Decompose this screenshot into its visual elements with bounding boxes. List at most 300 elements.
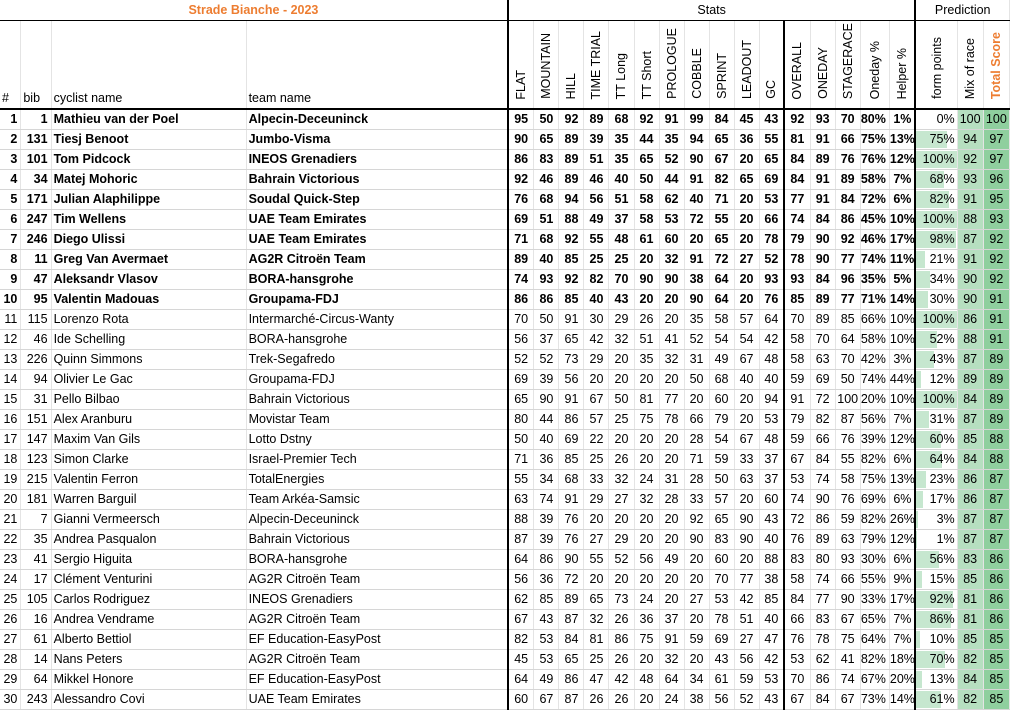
mix-of-race-cell[interactable]: 84 (957, 390, 983, 410)
overall-cell[interactable]: 12% (889, 150, 915, 170)
stat-cell[interactable]: 34 (684, 670, 709, 690)
overall-cell[interactable]: 76% (860, 150, 889, 170)
overall-cell[interactable]: 45% (860, 210, 889, 230)
overall-cell[interactable]: 6% (889, 550, 915, 570)
overall-cell[interactable]: 30% (860, 550, 889, 570)
table-row[interactable] (0, 290, 1010, 310)
header-stat-tt-short[interactable] (634, 21, 659, 110)
stat-cell[interactable]: 49 (659, 550, 684, 570)
total-score-cell[interactable]: 91 (983, 290, 1009, 310)
stat-cell[interactable]: 37 (759, 450, 784, 470)
overall-cell[interactable]: 90 (835, 590, 860, 610)
overall-cell[interactable]: 75% (860, 130, 889, 150)
stat-cell[interactable]: 43 (759, 510, 784, 530)
stat-cell[interactable]: 56 (634, 550, 659, 570)
stat-cell[interactable]: 73 (559, 350, 584, 370)
total-score-cell[interactable]: 91 (983, 310, 1009, 330)
stat-cell[interactable]: 32 (609, 470, 634, 490)
form-points-cell[interactable] (915, 290, 957, 310)
form-points-cell[interactable] (915, 450, 957, 470)
form-points-cell[interactable] (915, 190, 957, 210)
stat-cell[interactable]: 20 (659, 290, 684, 310)
stat-cell[interactable]: 88 (759, 550, 784, 570)
stat-cell[interactable]: 59 (709, 450, 734, 470)
bib-cell[interactable]: 64 (21, 670, 51, 690)
overall-cell[interactable]: 71% (860, 290, 889, 310)
stat-cell[interactable]: 35 (684, 310, 709, 330)
stat-cell[interactable]: 87 (559, 690, 584, 710)
stat-cell[interactable]: 94 (759, 390, 784, 410)
total-score-cell[interactable]: 92 (983, 270, 1009, 290)
stat-cell[interactable]: 91 (559, 310, 584, 330)
table-row[interactable] (0, 270, 1010, 290)
total-score-cell[interactable]: 92 (983, 250, 1009, 270)
overall-cell[interactable]: 55% (860, 570, 889, 590)
stat-cell[interactable]: 91 (559, 390, 584, 410)
overall-cell[interactable]: 91 (810, 170, 835, 190)
stat-cell[interactable]: 93 (759, 270, 784, 290)
stat-cell[interactable]: 45 (734, 109, 759, 130)
stat-cell[interactable]: 20 (734, 270, 759, 290)
stat-cell[interactable]: 52 (508, 350, 534, 370)
total-score-cell[interactable]: 89 (983, 350, 1009, 370)
stat-cell[interactable]: 75 (634, 630, 659, 650)
stat-cell[interactable]: 61 (709, 670, 734, 690)
stat-cell[interactable]: 92 (559, 270, 584, 290)
stat-cell[interactable]: 36 (534, 450, 559, 470)
row-number[interactable]: 7 (0, 230, 21, 250)
stat-cell[interactable]: 33 (584, 470, 609, 490)
form-points-cell[interactable] (915, 250, 957, 270)
team-name-cell[interactable]: UAE Team Emirates (246, 690, 508, 710)
overall-cell[interactable]: 92 (835, 230, 860, 250)
stat-cell[interactable]: 90 (734, 530, 759, 550)
team-name-cell[interactable]: AG2R Citroën Team (246, 250, 508, 270)
mix-of-race-cell[interactable]: 90 (957, 290, 983, 310)
mix-of-race-cell[interactable]: 85 (957, 430, 983, 450)
stat-cell[interactable]: 40 (684, 190, 709, 210)
row-number[interactable]: 11 (0, 310, 21, 330)
stat-cell[interactable]: 52 (659, 150, 684, 170)
stat-cell[interactable]: 20 (609, 350, 634, 370)
form-points-cell[interactable] (915, 410, 957, 430)
total-score-cell[interactable]: 100 (983, 109, 1009, 130)
stat-cell[interactable]: 32 (659, 650, 684, 670)
table-row[interactable] (0, 410, 1010, 430)
stat-cell[interactable]: 65 (709, 230, 734, 250)
stat-cell[interactable]: 58 (634, 190, 659, 210)
stat-cell[interactable]: 48 (634, 670, 659, 690)
stat-cell[interactable]: 54 (709, 330, 734, 350)
form-points-cell[interactable] (915, 350, 957, 370)
bib-cell[interactable]: 105 (21, 590, 51, 610)
overall-cell[interactable]: 77 (835, 290, 860, 310)
stat-cell[interactable]: 25 (609, 410, 634, 430)
bib-cell[interactable]: 171 (21, 190, 51, 210)
overall-cell[interactable]: 72 (810, 390, 835, 410)
overall-cell[interactable]: 84 (784, 170, 810, 190)
stat-cell[interactable]: 41 (659, 330, 684, 350)
team-name-cell[interactable]: Alpecin-Deceuninck (246, 510, 508, 530)
mix-of-race-cell[interactable]: 84 (957, 670, 983, 690)
stat-cell[interactable]: 20 (734, 230, 759, 250)
row-number[interactable]: 6 (0, 210, 21, 230)
header-overall-oneday-[interactable] (860, 21, 889, 110)
overall-cell[interactable]: 74 (784, 210, 810, 230)
stat-cell[interactable]: 81 (634, 390, 659, 410)
stat-cell[interactable]: 40 (534, 430, 559, 450)
bib-cell[interactable]: 181 (21, 490, 51, 510)
overall-cell[interactable]: 93 (784, 270, 810, 290)
stat-cell[interactable]: 45 (508, 650, 534, 670)
bib-cell[interactable]: 17 (21, 570, 51, 590)
stat-cell[interactable]: 38 (759, 570, 784, 590)
stat-cell[interactable]: 91 (684, 170, 709, 190)
row-number[interactable]: 29 (0, 670, 21, 690)
overall-cell[interactable]: 84 (810, 690, 835, 710)
team-name-cell[interactable]: EF Education-EasyPost (246, 630, 508, 650)
header-stat-hill[interactable] (559, 21, 584, 110)
cyclist-name-cell[interactable]: Alberto Bettiol (51, 630, 246, 650)
cyclist-name-cell[interactable]: Diego Ulissi (51, 230, 246, 250)
stat-cell[interactable]: 50 (684, 370, 709, 390)
stat-cell[interactable]: 20 (634, 430, 659, 450)
overall-cell[interactable]: 10% (889, 210, 915, 230)
overall-cell[interactable]: 20% (860, 390, 889, 410)
overall-cell[interactable]: 89 (810, 290, 835, 310)
overall-cell[interactable]: 67 (835, 690, 860, 710)
bib-cell[interactable]: 31 (21, 390, 51, 410)
stat-cell[interactable]: 71 (709, 190, 734, 210)
stat-cell[interactable]: 26 (609, 690, 634, 710)
stat-cell[interactable]: 50 (534, 109, 559, 130)
mix-of-race-cell[interactable]: 94 (957, 130, 983, 150)
overall-cell[interactable]: 6% (889, 490, 915, 510)
overall-cell[interactable]: 64% (860, 630, 889, 650)
stat-cell[interactable]: 51 (634, 330, 659, 350)
overall-cell[interactable]: 55 (835, 450, 860, 470)
overall-cell[interactable]: 80 (810, 550, 835, 570)
overall-cell[interactable]: 82% (860, 510, 889, 530)
row-number[interactable]: 13 (0, 350, 21, 370)
form-points-cell[interactable] (915, 210, 957, 230)
overall-cell[interactable]: 76 (835, 430, 860, 450)
cyclist-name-cell[interactable]: Sergio Higuita (51, 550, 246, 570)
header-team-name[interactable]: team name (246, 21, 508, 110)
overall-cell[interactable]: 66% (860, 310, 889, 330)
stat-cell[interactable]: 78 (759, 230, 784, 250)
overall-cell[interactable]: 58% (860, 170, 889, 190)
header-stat-prologue[interactable] (659, 21, 684, 110)
overall-cell[interactable]: 89 (835, 170, 860, 190)
overall-cell[interactable]: 66 (784, 610, 810, 630)
stat-cell[interactable]: 91 (659, 109, 684, 130)
overall-cell[interactable]: 74 (835, 670, 860, 690)
cyclist-name-cell[interactable]: Tom Pidcock (51, 150, 246, 170)
stat-cell[interactable]: 22 (584, 430, 609, 450)
stat-cell[interactable]: 69 (709, 630, 734, 650)
overall-cell[interactable]: 77 (835, 250, 860, 270)
stat-cell[interactable]: 51 (609, 190, 634, 210)
table-row[interactable] (0, 109, 1010, 130)
stat-cell[interactable]: 49 (584, 210, 609, 230)
stat-cell[interactable]: 26 (584, 690, 609, 710)
form-points-cell[interactable] (915, 270, 957, 290)
overall-cell[interactable]: 7% (889, 410, 915, 430)
mix-of-race-cell[interactable]: 91 (957, 190, 983, 210)
team-name-cell[interactable]: INEOS Grenadiers (246, 150, 508, 170)
overall-cell[interactable]: 79 (784, 230, 810, 250)
stat-cell[interactable]: 48 (609, 230, 634, 250)
stat-cell[interactable]: 39 (584, 130, 609, 150)
cyclist-name-cell[interactable]: Olivier Le Gac (51, 370, 246, 390)
stat-cell[interactable]: 20 (609, 570, 634, 590)
overall-cell[interactable]: 10% (889, 390, 915, 410)
stat-cell[interactable]: 90 (684, 150, 709, 170)
row-number[interactable]: 19 (0, 470, 21, 490)
stat-cell[interactable]: 70 (508, 310, 534, 330)
stat-cell[interactable]: 67 (734, 430, 759, 450)
stat-cell[interactable]: 90 (534, 390, 559, 410)
overall-cell[interactable]: 83 (810, 610, 835, 630)
stat-cell[interactable]: 36 (534, 570, 559, 590)
stat-cell[interactable]: 67 (534, 690, 559, 710)
cyclist-name-cell[interactable]: Mikkel Honore (51, 670, 246, 690)
overall-cell[interactable]: 44% (889, 370, 915, 390)
overall-cell[interactable]: 74 (810, 570, 835, 590)
mix-of-race-cell[interactable]: 86 (957, 310, 983, 330)
stat-cell[interactable]: 50 (634, 170, 659, 190)
stat-cell[interactable]: 20 (684, 550, 709, 570)
stat-cell[interactable]: 58 (634, 210, 659, 230)
stat-cell[interactable]: 92 (559, 230, 584, 250)
stat-cell[interactable]: 35 (659, 130, 684, 150)
bib-cell[interactable]: 34 (21, 170, 51, 190)
overall-cell[interactable]: 1% (889, 109, 915, 130)
stat-cell[interactable]: 60 (759, 490, 784, 510)
team-name-cell[interactable]: Lotto Dstny (246, 430, 508, 450)
stat-cell[interactable]: 67 (584, 390, 609, 410)
mix-of-race-cell[interactable]: 87 (957, 510, 983, 530)
header-stat-cobble[interactable] (684, 21, 709, 110)
stat-cell[interactable]: 67 (709, 150, 734, 170)
header-stat-flat[interactable] (508, 21, 534, 110)
bib-cell[interactable]: 243 (21, 690, 51, 710)
stat-cell[interactable]: 64 (759, 310, 784, 330)
stat-cell[interactable]: 71 (508, 450, 534, 470)
stat-cell[interactable]: 90 (508, 130, 534, 150)
stat-cell[interactable]: 55 (584, 550, 609, 570)
stat-cell[interactable]: 42 (584, 330, 609, 350)
stat-cell[interactable]: 75 (634, 410, 659, 430)
stat-cell[interactable]: 86 (609, 630, 634, 650)
stat-cell[interactable]: 40 (759, 370, 784, 390)
overall-cell[interactable]: 76 (784, 630, 810, 650)
stat-cell[interactable]: 28 (659, 490, 684, 510)
stat-cell[interactable]: 20 (659, 590, 684, 610)
stat-cell[interactable]: 35 (609, 150, 634, 170)
mix-of-race-cell[interactable]: 88 (957, 210, 983, 230)
overall-cell[interactable]: 77 (810, 590, 835, 610)
stat-cell[interactable]: 54 (734, 330, 759, 350)
overall-cell[interactable]: 69% (860, 490, 889, 510)
stat-cell[interactable]: 49 (534, 670, 559, 690)
bib-cell[interactable]: 151 (21, 410, 51, 430)
stat-cell[interactable]: 20 (584, 510, 609, 530)
overall-cell[interactable]: 72% (860, 190, 889, 210)
stat-cell[interactable]: 86 (508, 290, 534, 310)
stat-cell[interactable]: 88 (508, 510, 534, 530)
total-score-cell[interactable]: 89 (983, 370, 1009, 390)
stat-cell[interactable]: 20 (684, 570, 709, 590)
total-score-cell[interactable]: 87 (983, 530, 1009, 550)
team-name-cell[interactable]: BORA-hansgrohe (246, 330, 508, 350)
stat-cell[interactable]: 46 (584, 170, 609, 190)
stat-cell[interactable]: 20 (609, 430, 634, 450)
stat-cell[interactable]: 65 (584, 590, 609, 610)
overall-cell[interactable]: 11% (889, 250, 915, 270)
stat-cell[interactable]: 25 (609, 250, 634, 270)
overall-cell[interactable]: 7% (889, 610, 915, 630)
stat-cell[interactable]: 77 (734, 570, 759, 590)
stat-cell[interactable]: 78 (709, 610, 734, 630)
stat-cell[interactable]: 26 (609, 610, 634, 630)
header-stat-time-trial[interactable] (584, 21, 609, 110)
overall-cell[interactable]: 77 (784, 190, 810, 210)
row-number[interactable]: 21 (0, 510, 21, 530)
stat-cell[interactable]: 83 (709, 530, 734, 550)
stat-cell[interactable]: 80 (508, 410, 534, 430)
table-row[interactable] (0, 570, 1010, 590)
stat-cell[interactable]: 20 (584, 370, 609, 390)
team-name-cell[interactable]: Bahrain Victorious (246, 530, 508, 550)
total-score-cell[interactable]: 89 (983, 410, 1009, 430)
stat-cell[interactable]: 27 (734, 630, 759, 650)
cyclist-name-cell[interactable]: Aleksandr Vlasov (51, 270, 246, 290)
overall-cell[interactable]: 58 (784, 570, 810, 590)
team-name-cell[interactable]: BORA-hansgrohe (246, 270, 508, 290)
stat-cell[interactable]: 20 (734, 150, 759, 170)
stat-cell[interactable]: 38 (684, 270, 709, 290)
overall-cell[interactable]: 75 (835, 630, 860, 650)
overall-cell[interactable]: 58% (860, 330, 889, 350)
overall-cell[interactable]: 82 (810, 410, 835, 430)
overall-cell[interactable]: 74 (810, 470, 835, 490)
cyclist-name-cell[interactable]: Lorenzo Rota (51, 310, 246, 330)
table-row[interactable] (0, 130, 1010, 150)
overall-cell[interactable]: 86 (810, 510, 835, 530)
stat-cell[interactable]: 63 (734, 470, 759, 490)
team-name-cell[interactable]: Alpecin-Deceuninck (246, 109, 508, 130)
total-score-cell[interactable]: 87 (983, 470, 1009, 490)
stat-cell[interactable]: 53 (534, 650, 559, 670)
stat-cell[interactable]: 20 (634, 510, 659, 530)
stat-cell[interactable]: 43 (759, 109, 784, 130)
stat-cell[interactable]: 25 (584, 450, 609, 470)
total-score-cell[interactable]: 92 (983, 230, 1009, 250)
bib-cell[interactable]: 46 (21, 330, 51, 350)
overall-cell[interactable]: 84 (810, 210, 835, 230)
overall-cell[interactable]: 78 (784, 250, 810, 270)
stat-cell[interactable]: 85 (559, 250, 584, 270)
cyclist-name-cell[interactable]: Ide Schelling (51, 330, 246, 350)
stat-cell[interactable]: 40 (609, 170, 634, 190)
stat-cell[interactable]: 36 (734, 130, 759, 150)
stat-cell[interactable]: 57 (734, 310, 759, 330)
overall-cell[interactable]: 93 (810, 109, 835, 130)
mix-of-race-cell[interactable]: 87 (957, 230, 983, 250)
stat-cell[interactable]: 20 (659, 510, 684, 530)
stat-cell[interactable]: 20 (634, 650, 659, 670)
stat-cell[interactable]: 29 (584, 350, 609, 370)
bib-cell[interactable]: 61 (21, 630, 51, 650)
stat-cell[interactable]: 50 (609, 390, 634, 410)
table-row[interactable] (0, 510, 1010, 530)
team-name-cell[interactable]: Movistar Team (246, 410, 508, 430)
stat-cell[interactable]: 40 (534, 250, 559, 270)
stat-cell[interactable]: 51 (534, 210, 559, 230)
stat-cell[interactable]: 20 (634, 690, 659, 710)
stat-cell[interactable]: 37 (534, 330, 559, 350)
table-row[interactable] (0, 670, 1010, 690)
overall-cell[interactable]: 75% (860, 470, 889, 490)
overall-cell[interactable]: 64 (835, 330, 860, 350)
table-row[interactable] (0, 530, 1010, 550)
overall-cell[interactable]: 53 (784, 650, 810, 670)
header-pred-mix-of-race[interactable] (957, 21, 983, 110)
overall-cell[interactable]: 20% (889, 670, 915, 690)
stat-cell[interactable]: 31 (659, 470, 684, 490)
row-number[interactable]: 18 (0, 450, 21, 470)
stat-cell[interactable]: 89 (559, 170, 584, 190)
overall-cell[interactable]: 81 (784, 130, 810, 150)
stat-cell[interactable]: 32 (659, 250, 684, 270)
row-number[interactable]: 5 (0, 190, 21, 210)
header-bib[interactable]: bib (21, 21, 51, 110)
stat-cell[interactable]: 76 (759, 290, 784, 310)
stat-cell[interactable]: 47 (759, 630, 784, 650)
stat-cell[interactable]: 89 (584, 109, 609, 130)
bib-cell[interactable]: 215 (21, 470, 51, 490)
stat-cell[interactable]: 78 (659, 410, 684, 430)
row-number[interactable]: 25 (0, 590, 21, 610)
table-row[interactable] (0, 490, 1010, 510)
stat-cell[interactable]: 59 (684, 630, 709, 650)
stat-cell[interactable]: 86 (534, 550, 559, 570)
cyclist-name-cell[interactable]: Carlos Rodriguez (51, 590, 246, 610)
stat-cell[interactable]: 50 (534, 310, 559, 330)
row-number[interactable]: 1 (0, 109, 21, 130)
stat-cell[interactable]: 37 (659, 610, 684, 630)
stat-cell[interactable]: 20 (609, 510, 634, 530)
row-number[interactable]: 26 (0, 610, 21, 630)
mix-of-race-cell[interactable]: 88 (957, 330, 983, 350)
overall-cell[interactable]: 84 (784, 590, 810, 610)
overall-cell[interactable]: 74 (784, 490, 810, 510)
stat-cell[interactable]: 27 (609, 490, 634, 510)
form-points-cell[interactable] (915, 610, 957, 630)
bib-cell[interactable]: 16 (21, 610, 51, 630)
bib-cell[interactable]: 226 (21, 350, 51, 370)
form-points-cell[interactable] (915, 130, 957, 150)
form-points-cell[interactable] (915, 530, 957, 550)
stat-cell[interactable]: 81 (584, 630, 609, 650)
stat-cell[interactable]: 52 (534, 350, 559, 370)
stat-cell[interactable]: 35 (634, 350, 659, 370)
stat-cell[interactable]: 52 (684, 330, 709, 350)
stat-cell[interactable]: 90 (559, 550, 584, 570)
stat-cell[interactable]: 93 (534, 270, 559, 290)
